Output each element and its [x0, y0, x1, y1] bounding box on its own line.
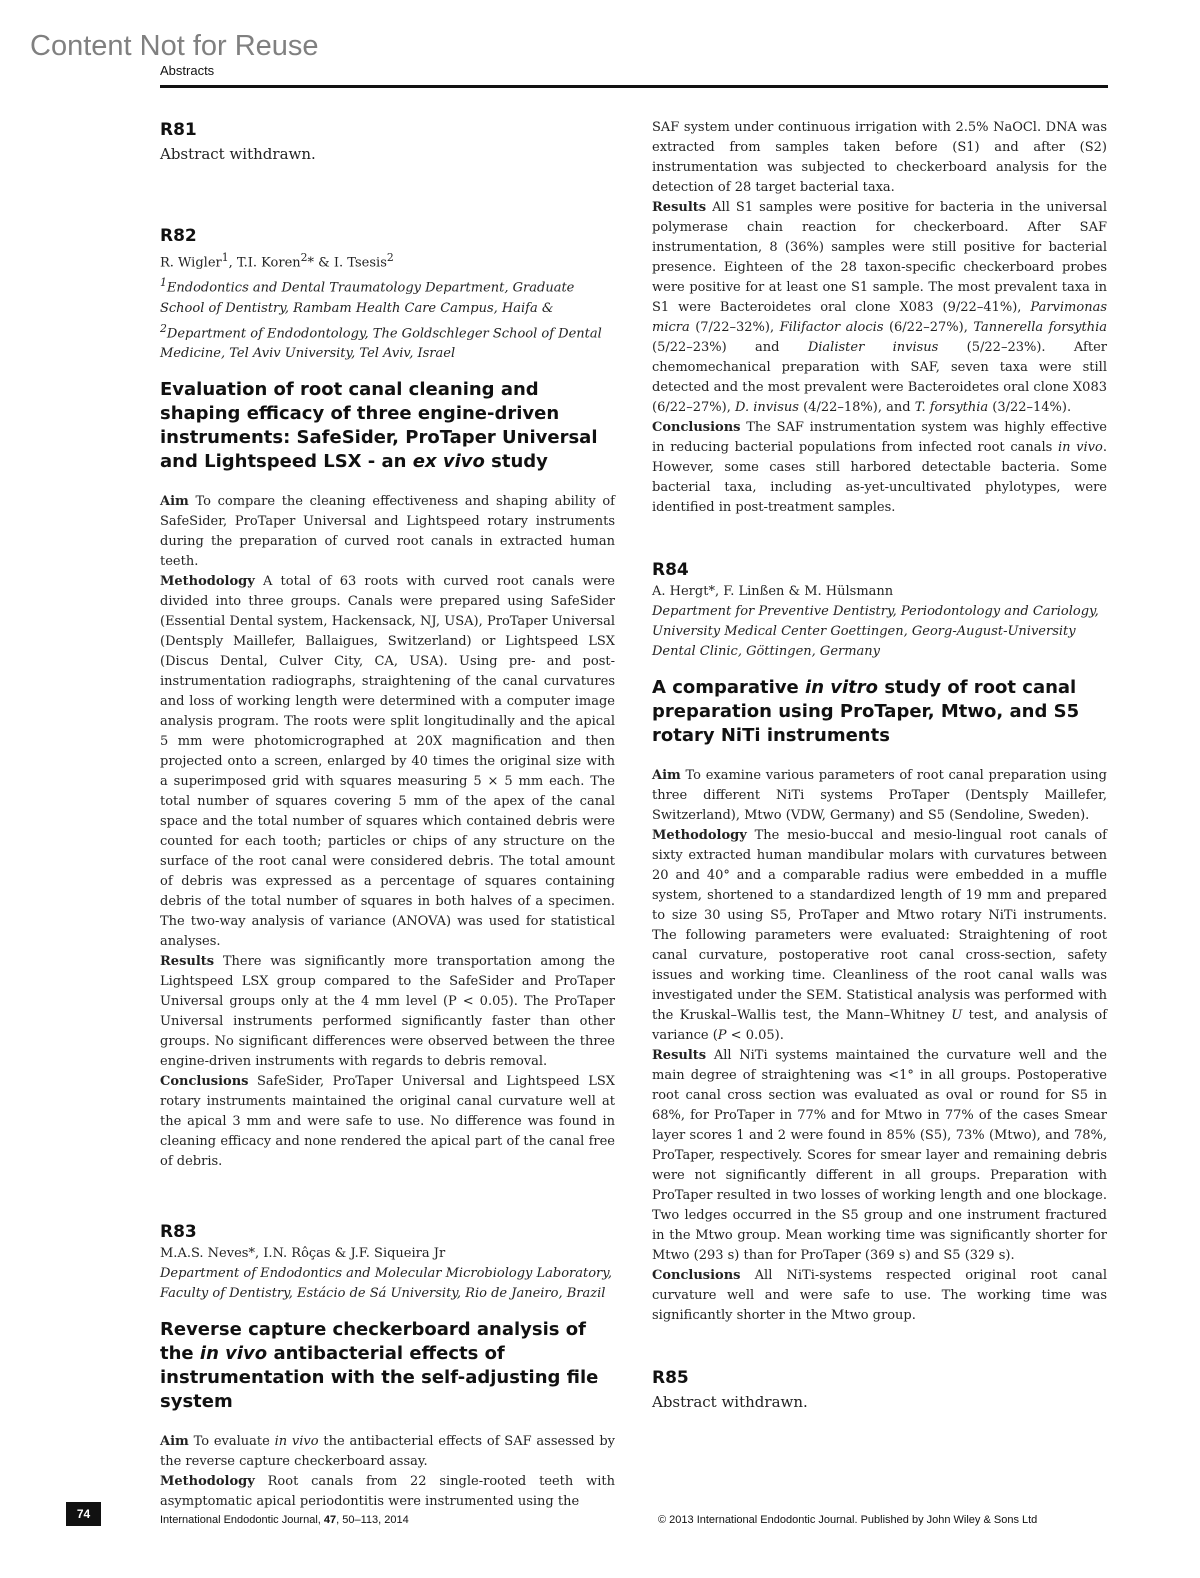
- abstract-r83-continued: [652, 118, 1107, 518]
- section-label: Abstracts: [160, 63, 215, 78]
- withdrawn-note: Abstract withdrawn.: [160, 145, 316, 163]
- abstract-title: Evaluation of root canal cleaning and shaping efficacy of three engine-driven instruments: SafeSider, ProTaper Universal and Lightspeed LSX - an ex vivo study: [160, 378, 598, 472]
- abstract-code: R83: [160, 1221, 197, 1242]
- aim-paragraph: Aim To evaluate in vivo the antibacterial effects of SAF assessed by the reverse capture checkerboard assay.: [160, 1433, 615, 1469]
- authors: R. Wigler$^1$, T.I. Koren$^2$* & I. Tsesis$^2$: [160, 251, 394, 271]
- footer-journal: International Endodontic Journal, 47, 50–113, 2014: [160, 1514, 409, 1526]
- results-paragraph: Results There was significantly more transportation among the Lightspeed LSX group compared to the SafeSider and ProTaper Universal groups only at the 4 mm level (P < 0.05). The ProTaper Universal instruments performed significantly faster than other groups. No significant differences were observed between the three engine-driven instruments with regards to debris removal.: [160, 953, 615, 1069]
- conclusions-paragraph: Conclusions The SAF instrumentation system was highly effective in reducing bacterial populations from infected root canals in vivo. However, some cases still harbored detectable bacteria. Some bacterial taxa, including as-yet-uncultivated phylotypes, were identified in post-treatment samples.: [652, 420, 1107, 515]
- authors: M.A.S. Neves*, I.N. Rôças & J.F. Siqueira Jr: [160, 1245, 446, 1261]
- abstract-r81: [160, 118, 615, 166]
- abstract-r85: [652, 1366, 1107, 1414]
- abstract-title: A comparative in vitro study of root canal preparation using ProTaper, Mtwo, and S5 rotary NiTi instruments: [652, 677, 1080, 746]
- abstract-code: R82: [160, 226, 197, 246]
- left-column: [160, 118, 615, 1512]
- page-number: 74: [66, 1502, 101, 1526]
- watermark: Content Not for Reuse: [30, 30, 319, 62]
- affiliation: Department of Endodontics and Molecular Microbiology Laboratory, Faculty of Dentistry, Estácio de Sá University, Rio de Janeiro, Brazil: [160, 1265, 613, 1301]
- results-paragraph: Results All NiTi systems maintained the curvature well and the main degree of straightening was <1° in all groups. Postoperative root canal cross section was evaluated as oval or round for S5 in 68%, for ProTaper in 77% and for Mtwo in 77% of the cases Smear layer scores 1 and 2 were found in 85% (S5), 73% (Mtwo), and 78%, ProTaper, respectively. Scores for smear layer and remaining debris were not significantly different in all groups. Preparation with ProTaper resulted in two losses of working length and one blockage. Two ledges occurred in the S5 group and one instrument fractured in the Mtwo group. Mean working time was significantly shorter for Mtwo (293 s) than for ProTaper (369 s) and S5 (329 s).: [652, 1048, 1107, 1263]
- methodology-paragraph: Methodology A total of 63 roots with curved root canals were divided into three groups. Canals were prepared using SafeSider (Essential Dental system, Hackensack, NJ, USA), ProTaper Universal (Dentsply Maillefer, Ballaigues, Switzerland) or Lightspeed LSX (Discus Dental, Culver City, CA, USA). Using pre- and post-instrumentation radiographs, straightening of the canal curvatures and loss of working length were determined with a computer image analysis program. The roots were split longitudinally and the apical 5 mm were photomicrographed at 20X magnification and then projected onto a screen, enlarged by 40 times the original size with a superimposed grid with squares measuring 5 × 5 mm each. The total number of squares covering 5 mm of the apex of the canal space and the total number of squares which contained debris were counted for each tooth; particles or chips of any structure on the surface of the root canal were considered debris. The total amount of debris was expressed as a percentage of squares containing debris of the total number of squares in both halves of a specimen. The two-way analysis of variance (ANOVA) was used for statistical analyses.: [160, 573, 615, 949]
- methodology-paragraph: Methodology Root canals from 22 single-rooted teeth with asymptomatic apical periodontitis were instrumented using the: [160, 1473, 615, 1509]
- affiliation: $^1$Endodontics and Dental Traumatology Department, Graduate School of Dentistry, Rambam Health Care Campus, Haifa & $^2$Department of Endodontology, The Goldschleger School of Dental Medicine, Tel Aviv University, Tel Aviv, Israel: [160, 276, 602, 361]
- footer-copyright: © 2013 International Endodontic Journal. Published by John Wiley & Sons Ltd: [658, 1514, 1038, 1526]
- conclusions-paragraph: Conclusions SafeSider, ProTaper Universal and Lightspeed LSX rotary instruments maintained the original canal curvature well at the apical 3 mm and were safe to use. No difference was found in cleaning efficacy and none rendered the apical part of the canal free of debris.: [160, 1073, 615, 1169]
- authors: A. Hergt*, F. Linßen & M. Hülsmann: [652, 584, 894, 599]
- abstract-r83: [160, 1220, 615, 1512]
- aim-paragraph: Aim To examine various parameters of root canal preparation using three different NiTi systems ProTaper (Dentsply Maillefer, Switzerland), Mtwo (VDW, Germany) and S5 (Sendoline, Sweden).: [652, 768, 1107, 823]
- conclusions-paragraph: Conclusions All NiTi-systems respected original root canal curvature well and were safe to use. The working time was significantly shorter in the Mtwo group.: [652, 1268, 1107, 1323]
- abstract-title: Reverse capture checkerboard analysis of the in vivo antibacterial effects of instrumentation with the self-adjusting file system: [160, 1318, 599, 1412]
- withdrawn-note: Abstract withdrawn.: [652, 1393, 808, 1411]
- right-column: [652, 118, 1107, 1414]
- methodology-continued: SAF system under continuous irrigation with 2.5% NaOCl. DNA was extracted from samples taken before (S1) and after (S2) instrumentation was subjected to checkerboard analysis for the detection of 28 target bacterial taxa.: [652, 120, 1107, 195]
- aim-paragraph: Aim To compare the cleaning effectiveness and shaping ability of SafeSider, ProTaper Universal and Lightspeed rotary instruments during the preparation of curved root canals in extracted human teeth.: [160, 493, 615, 569]
- abstract-code: R84: [652, 560, 689, 580]
- abstract-code: R85: [652, 1368, 689, 1388]
- abstract-r84: [652, 558, 1107, 1326]
- header-rule: [160, 85, 1108, 88]
- abstract-r82: [160, 224, 615, 1172]
- methodology-paragraph: Methodology The mesio-buccal and mesio-lingual root canals of sixty extracted human mandibular molars with curvatures between 20 and 40° and a comparable radius were embedded in a muffle system, shortened to a standardized length of 19 mm and prepared to size 30 using S5, ProTaper and Mtwo rotary NiTi instruments. The following parameters were evaluated: Straightening of root canal curvature, postoperative root canal cross-section, safety issues and working time. Cleanliness of the root canal walls was investigated under the SEM. Statistical analysis was performed with the Kruskal–Wallis test, the Mann–Whitney U test, and analysis of variance (P < 0.05).: [652, 828, 1108, 1043]
- results-paragraph: Results All S1 samples were positive for bacteria in the universal polymerase chain reaction for checkerboard. After SAF instrumentation, 8 (36%) samples were still positive for bacterial presence. Eighteen of the 28 taxon-specific checkerboard probes were positive for at least one S1 sample. The most prevalent taxa in S1 were Bacteroidetes oral clone X083 (9/22–41%), Parvimonas micra (7/22–32%), Filifactor alocis (6/22–27%), Tannerella forsythia (5/22–23%) and Dialister invisus (5/22–23%). After chemomechanical preparation with SAF, seven taxa were still detected and the most prevalent were Bacteroidetes oral clone X083 (6/22–27%), D. invisus (4/22–18%), and T. forsythia (3/22–14%).: [652, 200, 1107, 415]
- abstract-code: R81: [160, 120, 197, 140]
- affiliation: Department for Preventive Dentistry, Periodontology and Cariology, University Medical Center Goettingen, Georg-August-University Dental Clinic, Göttingen, Germany: [652, 604, 1099, 659]
